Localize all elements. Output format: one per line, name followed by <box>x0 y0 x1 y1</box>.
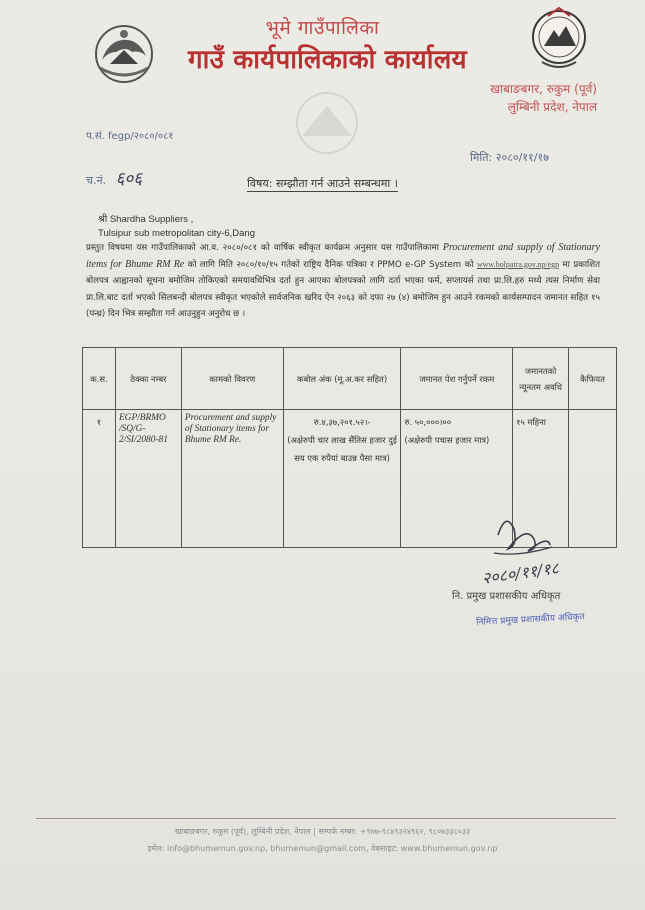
table-header-row <box>83 348 617 410</box>
subject-line <box>0 176 645 191</box>
dispatch-number-value: ६०६ <box>115 169 143 189</box>
cell-serial: १ <box>83 410 116 548</box>
officer-title: नि. प्रमुख प्रशासकीय अधिकृत <box>452 591 561 602</box>
letter-date: मिति: २०८०/११/१७ <box>470 151 549 164</box>
signature-date: २०८०/११/१८ <box>480 558 561 588</box>
bid-amount-figure: रु.४,३७,२०१.५२।- <box>313 417 371 427</box>
addressee-name: श्री Shardha Suppliers , <box>98 214 194 225</box>
municipality-name: भूमे गाउँपालिका <box>265 17 380 39</box>
egp-link[interactable]: www.bolpatra.gov.np/egp <box>476 259 560 269</box>
signature-mark <box>478 505 588 600</box>
deposit-amount-words: (अक्षेरुपी पचास हजार मात्र) <box>404 435 490 445</box>
body-part-1: प्रस्तुत विषयमा यस गाउँपालिकाको आ.व. २०८०/०८१ को वार्षिक स्वीकृत कार्यक्रम अनुसार यस गाउँपालिकामा <box>86 243 439 253</box>
cell-contract-number <box>115 410 181 548</box>
header-validity: जमानतको न्यूनतम अवधि <box>513 348 569 410</box>
bid-amount-words: (अक्षेरुपी चार लाख सैंतिस हजार दुई सय एक रुपैयां बाउन्न पैसा मात्र) <box>287 435 397 463</box>
body-project-title: Procurement and supply of Stationary items for Bhume RM Re <box>86 242 600 270</box>
letter-body <box>86 240 600 323</box>
watermark-emblem-icon <box>282 88 372 158</box>
footer-divider <box>36 818 616 819</box>
address-line-1: खाबाङबगर, रुकुम (पूर्व) <box>490 82 597 96</box>
header-work-description: कामको विवरण <box>181 348 283 410</box>
office-name: गाउँ कार्यपालिकाको कार्यालय <box>188 45 467 75</box>
body-part-4: मा प्रकाशित बोलपत्र आह्वानको सूचना बमोजिम तोकिएको समयावधिभित्र दर्ता हुन आएका बोलपत्रको लागि दर्ता भएका फर्म, सप्लायर्स तथा प्रा.लि.हरु मध्ये त्यस निर्माण सेवा प्रा.लि.बाट दर्ता भएको सिलबन्दी बोलपत्र स्वीकृत भएकोले सार्वजनिक खरिद ऐन २०६३ को दफा २७ (४) बमोजिम हुन आउने रकमको कार्यसम्पादन जमानत सहित १५ (पन्ध्र) दिन भित्र सम्झौता गर्न आउनुहुन अनुरोध छ । <box>86 259 601 319</box>
officer-stamp: निमित्त प्रमुख प्रशासकीय अधिकृत <box>475 612 585 628</box>
cell-work-description <box>181 410 283 548</box>
footer-contact: खाबाङबगर, रुकुम (पूर्व), लुम्बिनी प्रदेश, नेपाल | सम्पर्क नम्बर: +९७७-९८४९३२४९६२, ९८०७३३८०३३ <box>174 827 471 836</box>
addressee-address: Tulsipur sub metropolitan city-6,Dang <box>98 228 255 239</box>
subject-text: विषय: सम्झौता गर्न आउने सम्बन्धमा । <box>247 177 398 190</box>
contract-number-text: EGP/BRMO /SQ/G-2/SI/2080-81 <box>118 413 168 445</box>
reference-number: प.सं. fegp/२०८०/०८१ <box>86 131 174 142</box>
cell-bid-amount <box>283 410 401 548</box>
footer-email-web: इमेल: info@bhumemun.gov.np, bhumemun@gmail.com, वेबसाइट: www.bhumemun.gov.np <box>147 844 498 853</box>
header-deposit-amount: जमानत पेश गर्नुपर्ने रकम <box>401 348 513 410</box>
header-bid-amount: कबोल अंक (मू.अ.कर सहित) <box>283 348 401 410</box>
deposit-amount-figure: रु. ५०,०००।०० <box>404 417 452 427</box>
address-line-2: लुम्बिनी प्रदेश, नेपाल <box>507 100 597 114</box>
dispatch-number-label: च.नं. <box>86 174 107 187</box>
cell-validity: १५ महिना <box>513 410 569 548</box>
body-part-3: को लागि मिति २०८०/१०/१५ गतेको राष्ट्रिय दैनिक पत्रिका र PPMO e-GP System को <box>187 259 474 270</box>
header-serial: क.स. <box>83 348 116 410</box>
header-remarks: कैफियत <box>569 348 617 410</box>
work-description-text: Procurement and supply of Stationary items for Bhume RM Re. <box>184 413 277 445</box>
header-contract-number: ठेक्का नम्बर <box>115 348 181 410</box>
